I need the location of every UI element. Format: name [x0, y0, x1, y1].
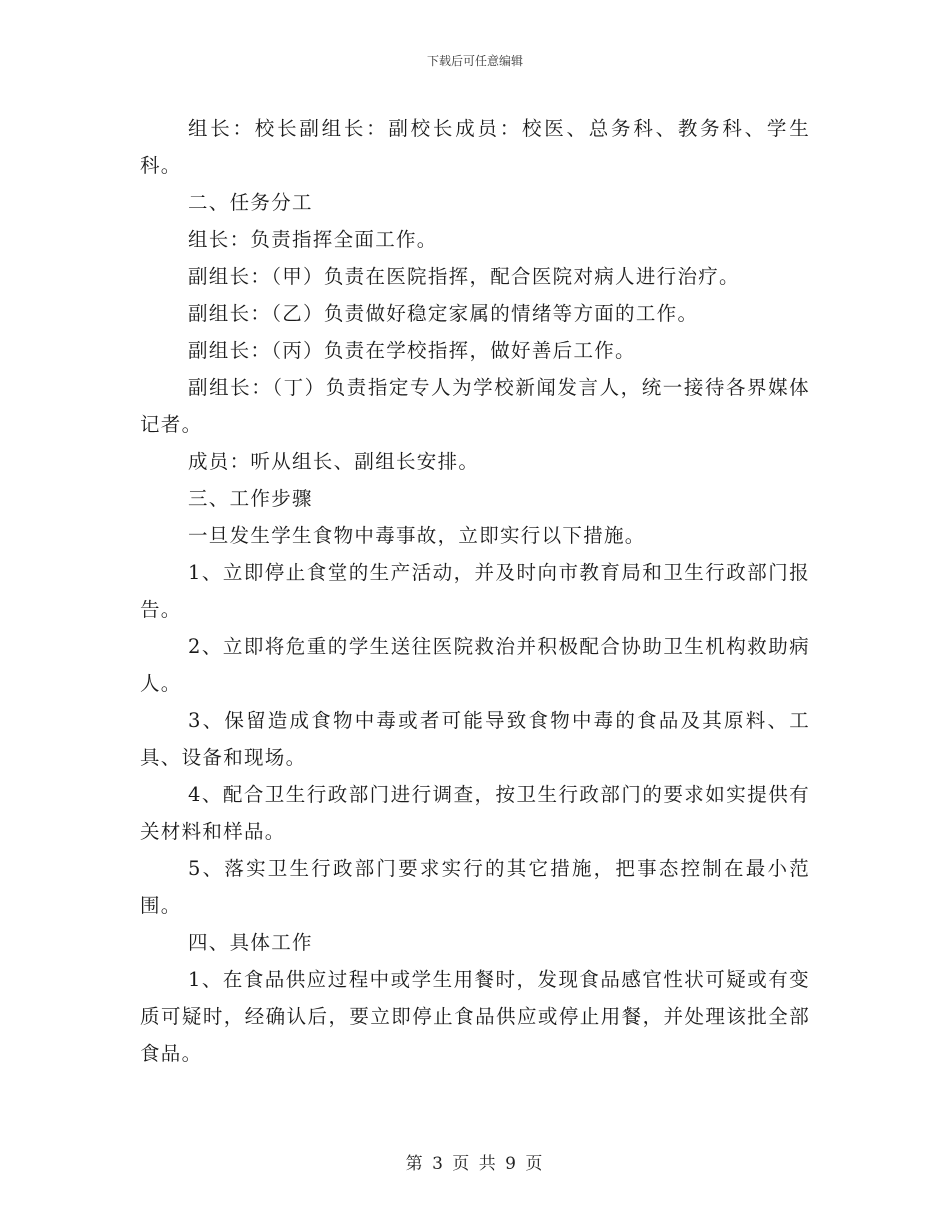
paragraph-step-2: 2、立即将危重的学生送往医院救治并积极配合协助卫生机构救助病人。: [140, 635, 810, 695]
heading-specific-work: 四、具体工作: [188, 931, 313, 954]
paragraph-deputy-b: 副组长：（乙）负责做好稳定家属的情绪等方面的工作。: [188, 302, 699, 325]
paragraph-step-3: 3、保留造成食物中毒或者可能导致食物中毒的食品及其原料、工具、设备和现场。: [140, 709, 810, 769]
paragraph-step-5: 5、落实卫生行政部门要求实行的其它措施，把事态控制在最小范围。: [140, 857, 810, 917]
paragraph-members-duty: 成员：听从组长、副组长安排。: [188, 450, 480, 473]
paragraph-step-1: 1、立即停止食堂的生产活动，并及时向市教育局和卫生行政部门报告。: [140, 561, 810, 621]
paragraph-step-4: 4、配合卫生行政部门进行调查，按卫生行政部门的要求如实提供有关材料和样品。: [140, 783, 810, 843]
paragraph-specific-1: 1、在食品供应过程中或学生用餐时，发现食品感官性状可疑或有变质可疑时，经确认后，要立即停止食品供应或停止用餐，并处理该批全部食品。: [140, 968, 810, 1065]
paragraph-deputy-d: 副组长：（丁）负责指定专人为学校新闻发言人，统一接待各界媒体记者。: [140, 376, 810, 436]
page-header: 下载后可任意编辑: [426, 54, 523, 68]
heading-work-steps: 三、工作步骤: [188, 487, 313, 510]
paragraph-leader-duty: 组长：负责指挥全面工作。: [188, 228, 438, 251]
paragraph-deputy-a: 副组长：（甲）负责在医院指挥，配合医院对病人进行治疗。: [188, 265, 740, 288]
paragraph-steps-intro: 一旦发生学生食物中毒事故，立即实行以下措施。: [188, 524, 646, 547]
heading-task-division: 二、任务分工: [188, 191, 313, 214]
document-body: [140, 110, 810, 1072]
paragraph-deputy-c: 副组长：（丙）负责在学校指挥，做好善后工作。: [188, 339, 636, 362]
page-number: 第 3 页 共 9 页: [405, 1154, 545, 1174]
paragraph-members: 组长：校长副组长：副校长成员：校医、总务科、教务科、学生科。: [140, 117, 810, 177]
